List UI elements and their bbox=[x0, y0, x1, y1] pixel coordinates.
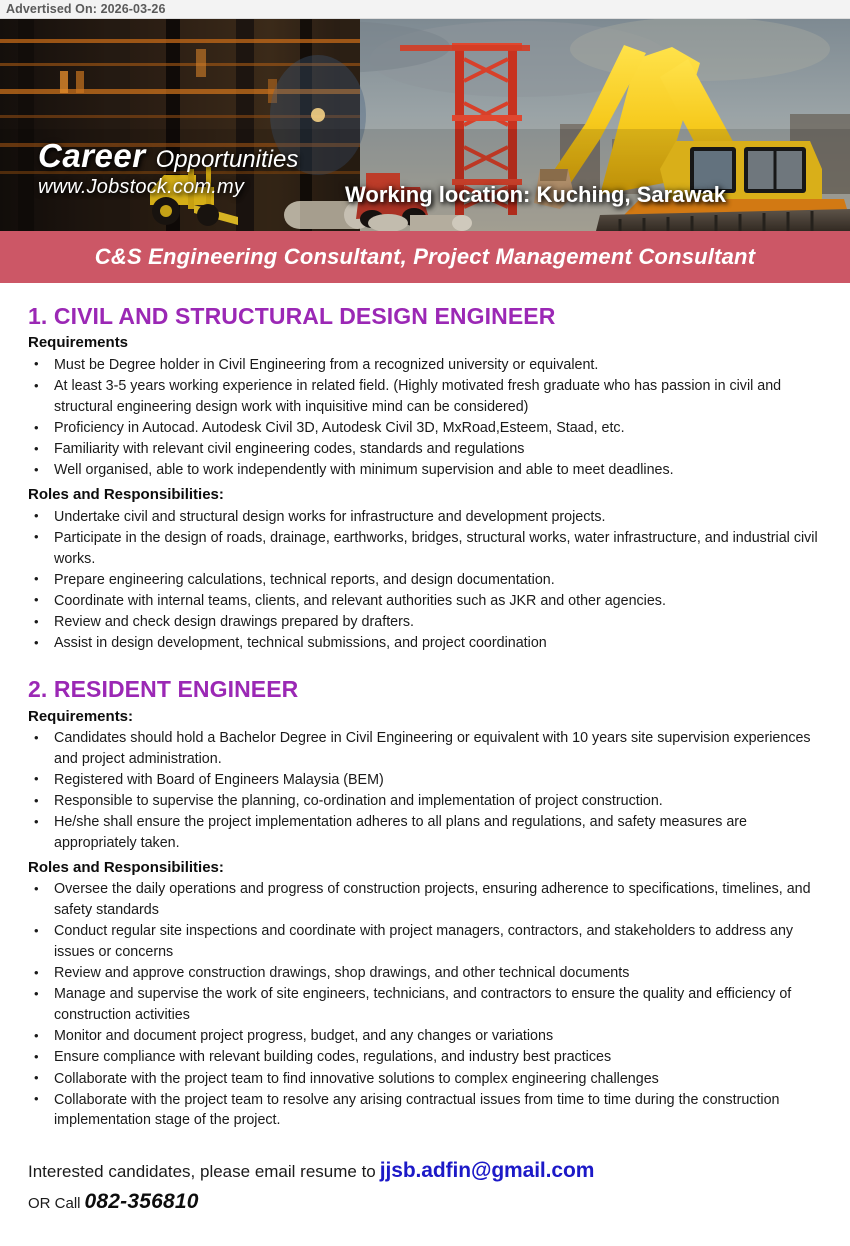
advertised-on-text: Advertised On: 2026-03-26 bbox=[6, 2, 166, 16]
job-listings bbox=[0, 283, 850, 1131]
list-item: • Coordinate with internal teams, clients, and relevant authorities such as JKR and other agencies. bbox=[28, 591, 832, 612]
company-services-text: C&S Engineering Consultant, Project Management Consultant bbox=[94, 244, 756, 269]
requirements-label-1: Requirements bbox=[28, 334, 129, 352]
opportunities-word: Opportunities bbox=[155, 146, 299, 173]
list-item: • Monitor and document project progress, budget, and any changes or variations bbox=[28, 1026, 832, 1047]
phone-number-text[interactable]: 082-356810 bbox=[84, 1189, 199, 1213]
list-item: • Conduct regular site inspections and coordinate with project managers, contractors, and stakeholders to address any issues or concerns bbox=[28, 921, 832, 962]
roles-label-1: Roles and Responsibilities: bbox=[28, 486, 224, 504]
list-item: • Well organised, able to work independently with minimum supervision and able to meet deadlines. bbox=[28, 460, 832, 481]
list-item: • Registered with Board of Engineers Malaysia (BEM) bbox=[28, 770, 832, 791]
list-item: • Participate in the design of roads, drainage, earthworks, bridges, structural works, water infrastructure, and industrial civil works. bbox=[28, 528, 832, 569]
list-item: • Oversee the daily operations and progress of construction projects, ensuring adherence to specifications, timelines, and safety standards bbox=[28, 879, 832, 920]
call-line bbox=[28, 1190, 832, 1214]
email-address-link[interactable]: jjsb.adfin@gmail.com bbox=[379, 1159, 595, 1183]
roles-list-1 bbox=[28, 507, 832, 654]
job-block-2 bbox=[28, 676, 832, 1131]
list-item: • Undertake civil and structural design works for infrastructure and development projects. bbox=[28, 507, 832, 528]
list-item: • Familiarity with relevant civil engineering codes, standards and regulations bbox=[28, 439, 832, 460]
list-item: • Manage and supervise the work of site engineers, technicians, and contractors to ensure the quality and efficiency of construction activities bbox=[28, 984, 832, 1025]
construction-scene-illustration bbox=[0, 19, 850, 231]
list-item: • Ensure compliance with relevant building codes, regulations, and industry best practices bbox=[28, 1047, 832, 1068]
list-item: • Candidates should hold a Bachelor Degree in Civil Engineering or equivalent with 10 years site supervision experiences and project administration. bbox=[28, 728, 832, 769]
site-url-text: www.Jobstock.com.my bbox=[38, 176, 245, 198]
job-title-1: 1. CIVIL AND STRUCTURAL DESIGN ENGINEER bbox=[28, 303, 556, 329]
roles-label-2: Roles and Responsibilities: bbox=[28, 858, 224, 876]
requirements-label-2: Requirements: bbox=[28, 707, 134, 725]
job-block-1 bbox=[28, 303, 832, 654]
list-item: • Review and approve construction drawings, shop drawings, and other technical documents bbox=[28, 963, 832, 984]
career-word: Career bbox=[38, 137, 146, 174]
requirements-list-2 bbox=[28, 728, 832, 854]
list-item: • Responsible to supervise the planning, co-ordination and implementation of project construction. bbox=[28, 791, 832, 812]
advertised-on-bar bbox=[0, 0, 850, 19]
requirements-list-1 bbox=[28, 355, 832, 481]
company-services-bar bbox=[0, 231, 850, 283]
call-label-text: OR Call bbox=[28, 1194, 81, 1212]
list-item: • Assist in design development, technical submissions, and project coordination bbox=[28, 633, 832, 654]
list-item: • Collaborate with the project team to find innovative solutions to complex engineering challenges bbox=[28, 1069, 832, 1090]
email-intro-text: Interested candidates, please email resume to bbox=[28, 1162, 376, 1182]
list-item: • Proficiency in Autocad. Autodesk Civil 3D, Autodesk Civil 3D, MxRoad,Esteem, Staad, etc. bbox=[28, 418, 832, 439]
job-title-2: 2. RESIDENT ENGINEER bbox=[28, 676, 299, 703]
hero-banner bbox=[0, 19, 850, 231]
list-item: • Must be Degree holder in Civil Engineering from a recognized university or equivalent. bbox=[28, 355, 832, 376]
list-item: • At least 3-5 years working experience in related field. (Highly motivated fresh graduate who has passion in civil and structural engineering design work with inquisitive mind can be considered) bbox=[28, 376, 832, 417]
list-item: • He/she shall ensure the project implementation adheres to all plans and regulations, and safety measures are appropriately taken. bbox=[28, 812, 832, 853]
list-item: • Review and check design drawings prepared by drafters. bbox=[28, 612, 832, 633]
email-line bbox=[28, 1157, 832, 1185]
contact-section bbox=[0, 1135, 850, 1213]
list-item: • Collaborate with the project team to resolve any arising contractual issues from time to time during the construction implementation stage of the project. bbox=[28, 1090, 832, 1131]
roles-list-2 bbox=[28, 879, 832, 1131]
working-location-text: Working location: Kuching, Sarawak bbox=[345, 182, 726, 207]
list-item: • Prepare engineering calculations, technical reports, and design documentation. bbox=[28, 570, 832, 591]
